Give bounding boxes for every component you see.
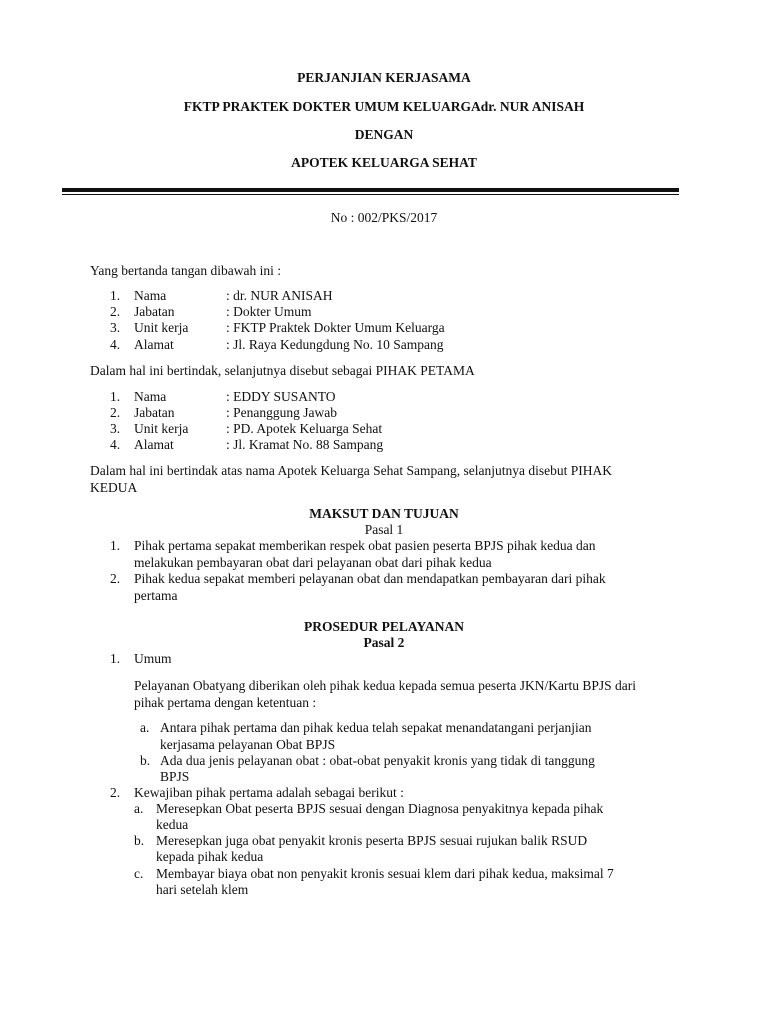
section2-subitem bbox=[0, 801, 768, 818]
field-label: Nama bbox=[134, 389, 167, 404]
section2-title: PROSEDUR PELAYANAN bbox=[304, 619, 464, 634]
list-number: 4. bbox=[110, 337, 121, 352]
sub-text-line1: Antara pihak pertama dan pihak kedua telah sepakat menandatangani perjanjian bbox=[160, 720, 592, 735]
sub-text-line1: Meresepkan juga obat penyakit kronis peserta BPJS sesuai rujukan balik RSUD bbox=[156, 833, 588, 848]
header-connector: DENGAN bbox=[354, 127, 414, 142]
item-text-line2: melakukan pembayaran obat dari pelayanan obat dari pihak kedua bbox=[134, 555, 492, 570]
document-number: No : 002/PKS/2017 bbox=[330, 210, 438, 225]
section1-item bbox=[0, 571, 768, 588]
header-title: PERJANJIAN KERJASAMA bbox=[297, 70, 471, 85]
sub-text-line1: Membayar biaya obat non penyakit kronis sesuai klem dari pihak kedua, maksimal 7 bbox=[156, 866, 614, 881]
section2-para-line2: pihak pertama dengan ketentuan : bbox=[134, 695, 317, 710]
list-number: 2. bbox=[110, 304, 121, 319]
section2-pasal: Pasal 2 bbox=[363, 635, 405, 650]
party2-row bbox=[0, 437, 768, 454]
item-text-line1: Pihak kedua sepakat memberi pelayanan obat dan mendapatkan pembayaran dari pihak bbox=[134, 571, 606, 586]
section1-title: MAKSUT DAN TUJUAN bbox=[309, 506, 459, 521]
sub-text-line2: hari setelah klem bbox=[156, 882, 249, 897]
list-number: 2. bbox=[110, 785, 121, 800]
sub-text-line2: kepada pihak kedua bbox=[156, 849, 264, 864]
field-label: Unit kerja bbox=[134, 320, 189, 335]
section2-item1 bbox=[0, 651, 768, 668]
list-number: 1. bbox=[110, 651, 121, 666]
field-value: : Penanggung Jawab bbox=[226, 405, 337, 420]
field-label: Alamat bbox=[134, 437, 174, 452]
item-label: Kewajiban pihak pertama adalah sebagai berikut : bbox=[134, 785, 404, 800]
section2-subitem bbox=[0, 720, 768, 737]
field-label: Unit kerja bbox=[134, 421, 189, 436]
field-label: Alamat bbox=[134, 337, 174, 352]
section2-subitem bbox=[0, 833, 768, 850]
section2-item2 bbox=[0, 785, 768, 802]
field-value: : Jl. Kramat No. 88 Sampang bbox=[226, 437, 384, 452]
party1-row bbox=[0, 304, 768, 321]
sub-text-line2: kerjasama pelayanan Obat BPJS bbox=[160, 737, 336, 752]
sub-letter: a. bbox=[140, 720, 150, 735]
sub-letter: b. bbox=[134, 833, 145, 848]
sub-letter: c. bbox=[134, 866, 144, 881]
field-label: Jabatan bbox=[134, 405, 175, 420]
field-value: : PD. Apotek Keluarga Sehat bbox=[226, 421, 383, 436]
item-label: Umum bbox=[134, 651, 172, 666]
field-label: Nama bbox=[134, 288, 167, 303]
header-rule-thick bbox=[62, 188, 679, 192]
sub-letter: a. bbox=[134, 801, 144, 816]
field-value: : FKTP Praktek Dokter Umum Keluarga bbox=[226, 320, 445, 335]
list-number: 1. bbox=[110, 538, 121, 553]
party1-row bbox=[0, 337, 768, 354]
section1-pasal: Pasal 1 bbox=[364, 522, 404, 537]
field-value: : Dokter Umum bbox=[226, 304, 312, 319]
party1-row bbox=[0, 288, 768, 305]
field-value: : dr. NUR ANISAH bbox=[226, 288, 333, 303]
header-subtitle: FKTP PRAKTEK DOKTER UMUM KELUARGAdr. NUR ANISAH bbox=[183, 99, 585, 114]
field-value: : EDDY SUSANTO bbox=[226, 389, 336, 404]
list-number: 2. bbox=[110, 571, 121, 586]
party2-row bbox=[0, 405, 768, 422]
field-value: : Jl. Raya Kedungdung No. 10 Sampang bbox=[226, 337, 444, 352]
party2-note-line2: KEDUA bbox=[90, 480, 138, 495]
item-text-line2: pertama bbox=[134, 588, 178, 603]
party1-note: Dalam hal ini bertindak, selanjutnya disebut sebagai PIHAK PETAMA bbox=[90, 363, 475, 378]
section1-item bbox=[0, 538, 768, 555]
section2-para-line1: Pelayanan Obatyang diberikan oleh pihak kedua kepada semua peserta JKN/Kartu BPJS dari bbox=[134, 678, 636, 693]
party2-note-line1: Dalam hal ini bertindak atas nama Apotek Keluarga Sehat Sampang, selanjutnya disebut PIHAK bbox=[90, 463, 612, 478]
sub-text-line1: Ada dua jenis pelayanan obat : obat-obat penyakit kronis yang tidak di tanggung bbox=[160, 753, 595, 768]
sub-text-line2: kedua bbox=[156, 817, 189, 832]
list-number: 4. bbox=[110, 437, 121, 452]
sub-letter: b. bbox=[140, 753, 151, 768]
list-number: 3. bbox=[110, 320, 121, 335]
party2-row bbox=[0, 421, 768, 438]
party2-row bbox=[0, 389, 768, 406]
sub-text-line1: Meresepkan Obat peserta BPJS sesuai dengan Diagnosa penyakitnya kepada pihak bbox=[156, 801, 604, 816]
list-number: 2. bbox=[110, 405, 121, 420]
sub-text-line2: BPJS bbox=[160, 769, 190, 784]
section2-subitem bbox=[0, 753, 768, 770]
header-party: APOTEK KELUARGA SEHAT bbox=[291, 155, 477, 170]
list-number: 3. bbox=[110, 421, 121, 436]
item-text-line1: Pihak pertama sepakat memberikan respek obat pasien peserta BPJS pihak kedua dan bbox=[134, 538, 596, 553]
section2-subitem bbox=[0, 866, 768, 883]
party1-row bbox=[0, 320, 768, 337]
field-label: Jabatan bbox=[134, 304, 175, 319]
list-number: 1. bbox=[110, 389, 121, 404]
header-rule-thin bbox=[62, 194, 679, 195]
list-number: 1. bbox=[110, 288, 121, 303]
intro-text: Yang bertanda tangan dibawah ini : bbox=[90, 263, 281, 278]
